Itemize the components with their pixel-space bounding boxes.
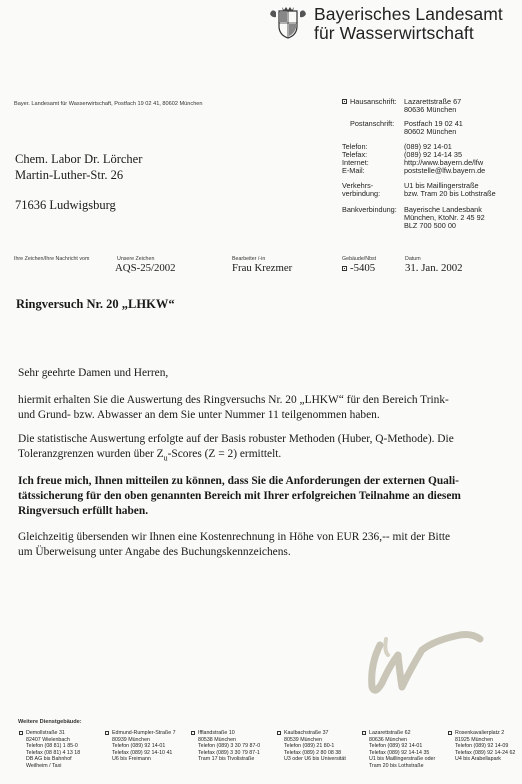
org-name-line1: Bayerisches Landesamt xyxy=(314,4,503,24)
footer-office-6: Rosenkavalierplatz 2 81925 München Telefon (089) 92 14-09 Telefax (089) 92 14-24 62 U4 bis Arabellapark xyxy=(455,730,516,763)
telefax-label: Telefax: xyxy=(342,150,368,159)
salutation: Sehr geehrte Damen und Herren, xyxy=(18,367,169,379)
recipient-address xyxy=(15,151,142,213)
telefon-value: (089) 92 14-01 xyxy=(404,142,452,151)
bank-line1: Bayerische Landesbank xyxy=(404,205,482,214)
subject-line: Ringversuch Nr. 20 „LHKW“ xyxy=(16,297,175,311)
verkehr-label-2: verbindung: xyxy=(342,189,381,198)
coat-of-arms-logo xyxy=(268,6,308,40)
recipient-line2: Martin-Luther-Str. 26 xyxy=(15,168,124,182)
bank-line2: München, KtoNr. 2 45 92 xyxy=(404,213,485,222)
verkehr-line2: bzw. Tram 20 bis Lothstraße xyxy=(404,189,496,198)
footer-office-1: Demollstraße 31 82407 Wielenbach Telefon (08 81) 1 85-0 Telefax (08 81) 4 13 18 DB AG bis Bahnhof Weilheim / Taxi xyxy=(26,730,81,769)
postanschrift-label: Postanschrift: xyxy=(350,119,395,128)
telefax-value: (089) 92 14-14 35 xyxy=(404,150,463,159)
footer-office-4: Kaulbachstraße 37 80539 München Telefon (089) 21 80-1 Telefax (089) 2 80 08 38 U3 oder U6 bis Universität xyxy=(284,730,346,763)
building-icon xyxy=(342,99,347,104)
email-label: E-Mail: xyxy=(342,166,365,175)
internet-label: Internet: xyxy=(342,158,369,167)
unsere-zeichen-value: AQS-25/2002 xyxy=(115,262,176,274)
footer-office-2: Edmund-Rumpler-Straße 7 80939 München Telefon (089) 92 14-01 Telefax (089) 92 14-10 41 U6 bis Freimann xyxy=(112,730,176,763)
org-name-line2: für Wasserwirtschaft xyxy=(314,23,474,43)
paragraph-3: Ich freue mich, Ihnen mitteilen zu können, dass Sie die Anforderungen der externen Quali- tätssicherung für den oben genannten Bereich mit Ihrer erfolgreichen Teilnahme an diesem Ringversuch erfüllt haben. xyxy=(18,475,461,517)
bearbeiter-value: Frau Krezmer xyxy=(232,262,293,274)
footer-title: Weitere Dienstgebäude: xyxy=(18,719,82,725)
footer-office-5: Lazarettstraße 62 80636 München Telefon (089) 92 14-01 Telefax (089) 92 14-14 35 U1 bis Maillingerstraße oder Tram 20 bis Lothstraße xyxy=(369,730,436,769)
bearbeiter-label: Bearbeiter /-in xyxy=(232,256,266,262)
gebaeude-value: -5405 xyxy=(342,262,375,274)
paragraph-1: hiermit erhalten Sie die Auswertung des Ringversuchs Nr. 20 „LHKW“ für den Bereich Trink- und Grund- bzw. Abwasser an dem Sie unter Nummer 11 teilgenommen haben. xyxy=(18,394,449,421)
building-icon xyxy=(342,266,347,271)
telefon-label: Telefon: xyxy=(342,142,368,151)
verkehr-label-1: Verkehrs- xyxy=(342,181,374,190)
postanschrift-line2: 80602 München xyxy=(404,127,457,136)
paragraph-4: Gleichzeitig übersenden wir Ihnen eine Kostenrechnung in Höhe von EUR 236,-- mit der Bitte um Überweisung unter Angabe des Buchungskennzeichens. xyxy=(18,531,451,558)
verkehr-line1: U1 bis Maillingerstraße xyxy=(404,181,479,190)
organization-name xyxy=(314,5,503,43)
gebaeude-label: Gebäude/Nbst xyxy=(342,256,377,262)
email-link[interactable]: poststelle@lfw.bayern.de xyxy=(404,166,486,175)
datum-label: Datum xyxy=(405,256,421,262)
bank-line3: BLZ 700 500 00 xyxy=(404,221,456,230)
internet-link[interactable]: http://www.bayern.de/lfw xyxy=(404,158,484,167)
sender-return-line: Bayer. Landesamt für Wasserwirtschaft, Postfach 19 02 41, 80602 München xyxy=(14,101,203,107)
recipient-line1: Chem. Labor Dr. Lörcher xyxy=(15,152,143,166)
hausanschrift-line2: 80636 München xyxy=(404,105,457,114)
bank-label: Bankverbindung: xyxy=(342,205,397,214)
recipient-line3: 71636 Ludwigsburg xyxy=(15,198,116,212)
datum-value: 31. Jan. 2002 xyxy=(405,262,463,274)
unsere-zeichen-label: Unsere Zeichen xyxy=(117,256,155,262)
postanschrift-line1: Postfach 19 02 41 xyxy=(404,119,463,128)
handwritten-signature xyxy=(350,625,490,700)
paragraph-2: Die statistische Auswertung erfolgte auf der Basis robuster Methoden (Huber, Q-Methode). Die Toleranzgrenzen wurden über $Z_u$-Scores (Z = 2) ermittelt. xyxy=(18,433,454,463)
ihre-zeichen-label: Ihre Zeichen/Ihre Nachricht vom xyxy=(14,256,90,262)
hausanschrift-line1: Lazarettstraße 67 xyxy=(404,97,462,106)
footer-office-3: Ifflandstraße 10 80538 München Telefon (089) 3 30 79 87-0 Telefax (089) 3 30 79 87-1 Tram 17 bis Tivolistraße xyxy=(198,730,261,763)
hausanschrift-label: Hausanschrift: xyxy=(342,98,397,106)
